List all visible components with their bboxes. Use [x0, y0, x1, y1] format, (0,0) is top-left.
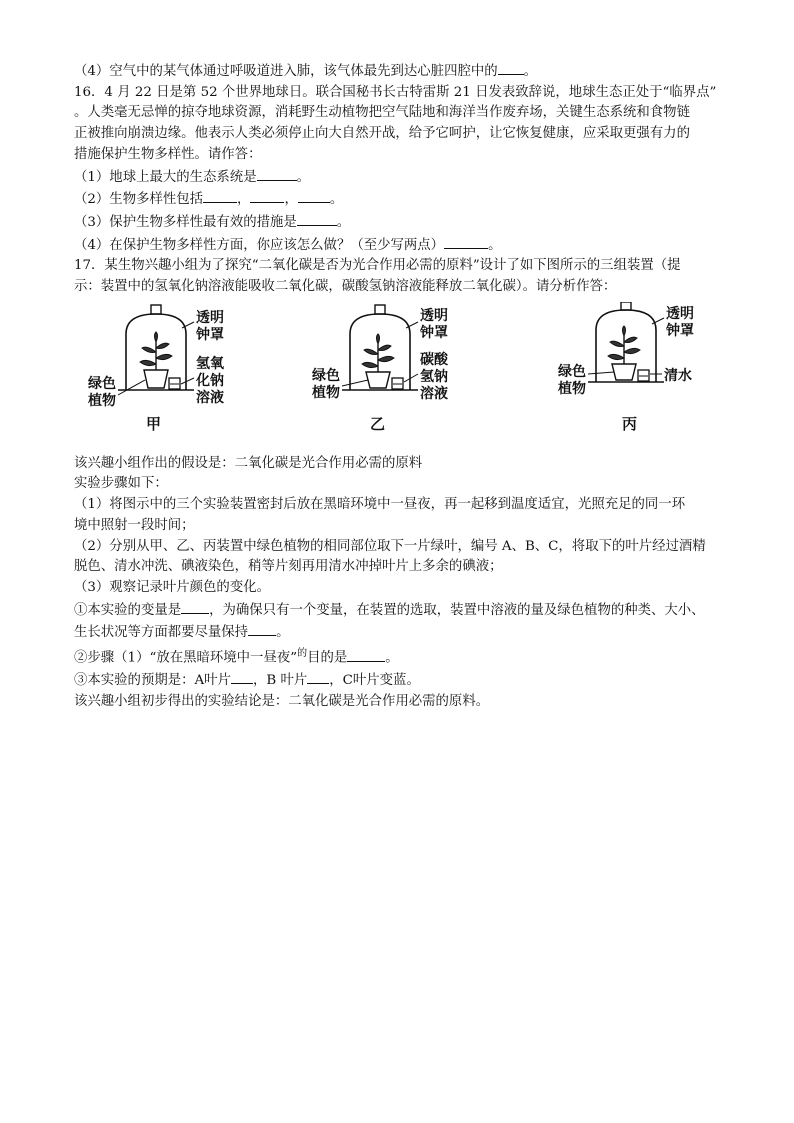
- apparatus-jia: [88, 302, 238, 452]
- question-prediction: ③本实验的预期是：A叶片 ，B 叶片 ，C叶片变蓝。: [74, 669, 724, 692]
- step-1: 境中照射一段时间；: [74, 517, 195, 533]
- cover-label: 透明: [420, 307, 448, 324]
- answer-blank[interactable]: [181, 599, 209, 614]
- question-dark-purpose: ②步骤（1）“放在黑暗环境中一昼夜”$^的$目的是 。: [74, 648, 399, 666]
- plant-label: 植物: [558, 380, 586, 397]
- hypothesis: 该兴趣小组作出的假设是：二氧化碳是光合作用必需的原料: [74, 455, 423, 471]
- answer-blank[interactable]: [231, 669, 253, 684]
- question-variable: 生长状况等方面都要尽量保持 。: [74, 621, 724, 644]
- conclusion: 该兴趣小组初步得出的实验结论是：二氧化碳是光合作用必需的原料。: [74, 693, 490, 709]
- question-variable: ①本实验的变量是 ，为确保只有一个变量，在装置的选取，装置中溶液的量及绿色植物的种类、大小、: [74, 599, 724, 622]
- step-1: （1）将图示中的三个实验装置密封后放在黑暗环境中一昼夜，再一起移到温度适宜，光照充足的同一环: [74, 497, 686, 513]
- cover-label: 透明: [196, 309, 224, 326]
- q16-part4: （4）在保护生物多样性方面，你应该怎么做？（至少写两点） 。: [74, 234, 724, 257]
- plant-label: 植物: [88, 392, 116, 409]
- answer-blank[interactable]: [307, 669, 329, 684]
- solution-label: 氢氧: [196, 355, 224, 372]
- q16-stem: 正被推向崩溃边缘。他表示人类必须停止向大自然开战，给予它呵护，让它恢复健康，应采取更强有力的: [74, 126, 690, 142]
- plant-label: 绿色: [558, 363, 586, 380]
- q17-stem: 示：装置中的氢氧化钠溶液能吸收二氧化碳，碳酸氢钠溶液能释放二氧化碳）。请分析作答：: [74, 279, 617, 295]
- answer-blank[interactable]: [257, 166, 297, 181]
- apparatus-figures: [74, 302, 724, 450]
- figure-caption: 甲: [146, 414, 162, 433]
- answer-blank[interactable]: [297, 211, 337, 226]
- q15-part4: （4）空气中的某气体通过呼吸道进入肺，该气体最先到达心脏四腔中的 。: [74, 60, 724, 83]
- solution-label: 溶液: [196, 389, 224, 406]
- step-2: 脱色、清水冲洗、碘液染色，稍等片刻再用清水冲掉叶片上多余的碘液；: [74, 559, 503, 575]
- cover-label: 钟罩: [420, 324, 448, 341]
- apparatus-yi: [312, 302, 462, 452]
- solution-label: 氢钠: [420, 368, 448, 385]
- step-3: （3）观察记录叶片颜色的变化。: [74, 579, 270, 595]
- q16-stem: 16．4 月 22 日是第 52 个世界地球日。联合国秘书长古特雷斯 21 日发表致辞说，地球生态正处于“临界点”: [74, 84, 717, 100]
- q16-stem: 措施保护生物多样性。请作答：: [74, 146, 262, 162]
- apparatus-bing: [558, 302, 708, 452]
- q16-part3: （3）保护生物多样性最有效的措施是 。: [74, 211, 724, 234]
- figure-caption: 乙: [370, 414, 386, 433]
- answer-blank[interactable]: [248, 621, 276, 636]
- q16-part1: （1）地球上最大的生态系统是 。: [74, 166, 724, 189]
- answer-blank[interactable]: [498, 60, 524, 75]
- plant-label: 植物: [312, 384, 340, 401]
- answer-blank[interactable]: [298, 188, 330, 203]
- worksheet-page: [74, 60, 724, 713]
- solution-label: 碳酸: [420, 351, 448, 368]
- plant-label: 绿色: [312, 367, 340, 384]
- answer-blank[interactable]: [203, 188, 237, 203]
- cover-label: 透明: [666, 305, 694, 322]
- step-2: （2）分别从甲、乙、丙装置中绿色植物的相同部位取下一片绿叶，编号 A、B、C，将取下的叶片经过酒精: [74, 538, 706, 554]
- steps-heading: 实验步骤如下：: [74, 476, 168, 492]
- plant-label: 绿色: [88, 375, 116, 392]
- cover-label: 钟罩: [196, 326, 224, 343]
- q16-stem: 。人类毫无忌惮的掠夺地球资源，消耗野生动植物把空气陆地和海洋当作废弃场，关键生态系统和食物链: [74, 105, 690, 121]
- cover-label: 钟罩: [666, 322, 694, 339]
- answer-blank[interactable]: [444, 234, 488, 249]
- q16-part2: （2）生物多样性包括 ， ， 。: [74, 188, 724, 211]
- solution-label: 清水: [664, 367, 692, 384]
- q17-stem: 17．某生物兴趣小组为了探究“二氧化碳是否为光合作用必需的原料”设计了如下图所示的三组装置（提: [74, 258, 681, 274]
- answer-blank[interactable]: [250, 188, 284, 203]
- solution-label: 溶液: [420, 385, 448, 402]
- solution-label: 化钠: [196, 372, 224, 389]
- answer-blank[interactable]: [347, 647, 385, 662]
- figure-caption: 丙: [622, 414, 638, 433]
